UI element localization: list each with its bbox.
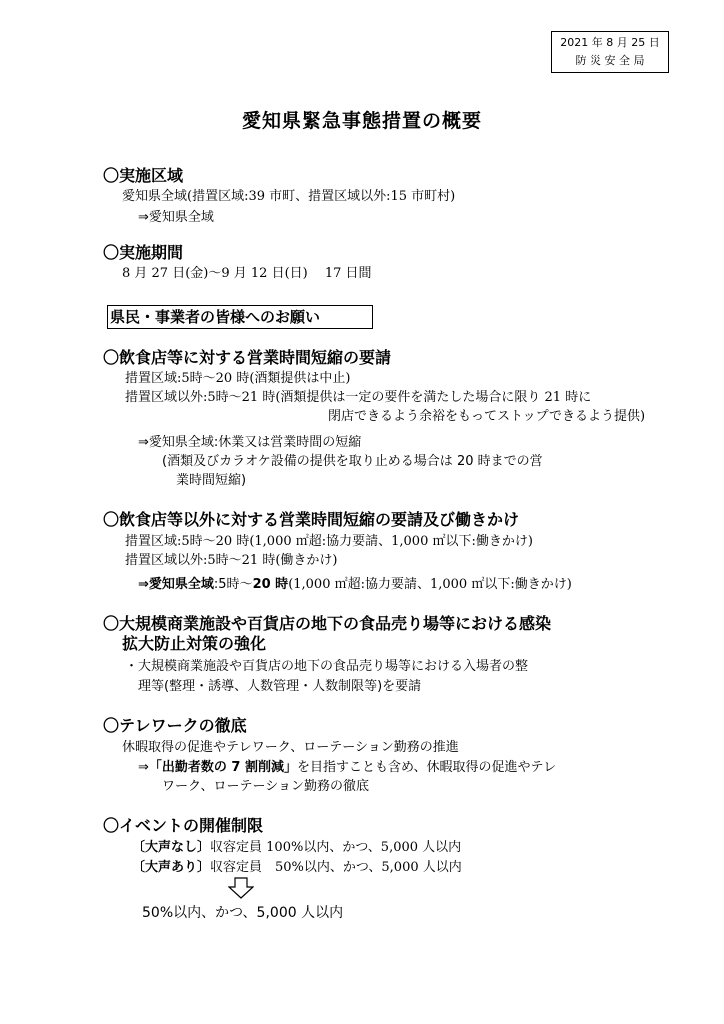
area-line2: ⇒愛知県全域 (138, 210, 214, 225)
others-line3-prefix: ⇒愛知県全域 (138, 577, 214, 592)
events-line1-text: 収容定員 100%以内、かつ、5,000 人以内 (210, 840, 462, 855)
telework-line2-bold: 「出勤者数の 7 割削減」 (148, 760, 298, 775)
restaurants-line2: 措置区域以外:5時〜21 時(酒類提供は一定の要件を満たした場合に限り 21 時に (125, 390, 592, 405)
commercial-heading-line2: 拡大防止対策の強化 (122, 634, 267, 653)
others-line3-mid: :5時〜 (213, 577, 253, 592)
others-line3 (138, 573, 572, 592)
restaurants-line6: 業時間短縮) (176, 473, 247, 488)
down-arrow-icon (228, 877, 254, 899)
events-line1 (132, 836, 461, 855)
events-heading: 〇イベントの開催制限 (103, 816, 264, 835)
others-line3-suffix: (1,000 ㎡超:協力要請、1,000 ㎡以下:働きかけ) (288, 577, 572, 592)
request-banner: 県民・事業者の皆様へのお願い (107, 305, 373, 329)
area-line1: 愛知県全域(措置区域:39 市町、措置区域以外:15 市町村) (122, 189, 456, 204)
others-line3-time: 20 時 (252, 577, 289, 592)
period-line1: 8 月 27 日(金)〜9 月 12 日(日) 17 日間 (122, 266, 372, 281)
telework-line3: ワーク、ローテーション勤務の徹底 (162, 779, 369, 794)
others-line1: 措置区域:5時〜20 時(1,000 ㎡超:協力要請、1,000 ㎡以下:働きかけ) (125, 534, 533, 549)
telework-line1: 休暇取得の促進やテレワーク、ローテーション勤務の推進 (122, 740, 459, 755)
restaurants-line3: 閉店できるよう余裕をもってストップできるよう提供) (328, 409, 646, 424)
commercial-line2: 理等(整理・誘導、人数管理・人数制限等)を要請 (138, 679, 422, 694)
events-line2 (132, 856, 462, 875)
period-heading: 〇実施期間 (103, 243, 184, 262)
events-line1-label: 〔大声なし〕 (132, 840, 211, 855)
stamp-date: 2021 年 8 月 25 日 (560, 36, 660, 49)
stamp-department: 防 災 安 全 局 (575, 54, 645, 67)
telework-heading: 〇テレワークの徹底 (103, 716, 247, 735)
restaurants-line1: 措置区域:5時〜20 時(酒類提供は中止) (125, 371, 351, 386)
others-line2: 措置区域以外:5時〜21 時(働きかけ) (125, 553, 338, 568)
page-title: 愛知県緊急事態措置の概要 (241, 110, 482, 132)
commercial-heading-line1: 〇大規模商業施設や百貨店の地下の食品売り場等における感染 (103, 614, 552, 633)
events-line2-label: 〔大声あり〕 (132, 860, 211, 875)
restaurants-line4: ⇒愛知県全域:休業又は営業時間の短縮 (138, 435, 362, 450)
telework-line2-arrow: ⇒ (138, 760, 149, 775)
area-heading: 〇実施区域 (103, 166, 184, 185)
date-department-stamp (551, 31, 669, 73)
commercial-line1: ・大規模商業施設や百貨店の地下の食品売り場等における入場者の整 (125, 659, 529, 674)
restaurants-heading: 〇飲食店等に対する営業時間短縮の要請 (103, 348, 392, 367)
others-heading: 〇飲食店等以外に対する営業時間短縮の要請及び働きかけ (103, 510, 520, 529)
telework-line2-suffix: を目指すことも含め、休暇取得の促進やテレ (297, 760, 557, 775)
telework-line2 (138, 756, 556, 775)
restaurants-line5: (酒類及びカラオケ設備の提供を取り止める場合は 20 時までの営 (162, 454, 543, 469)
events-result: 50%以内、かつ、5,000 人以内 (142, 905, 344, 921)
events-line2-text: 収容定員 50%以内、かつ、5,000 人以内 (210, 860, 462, 875)
